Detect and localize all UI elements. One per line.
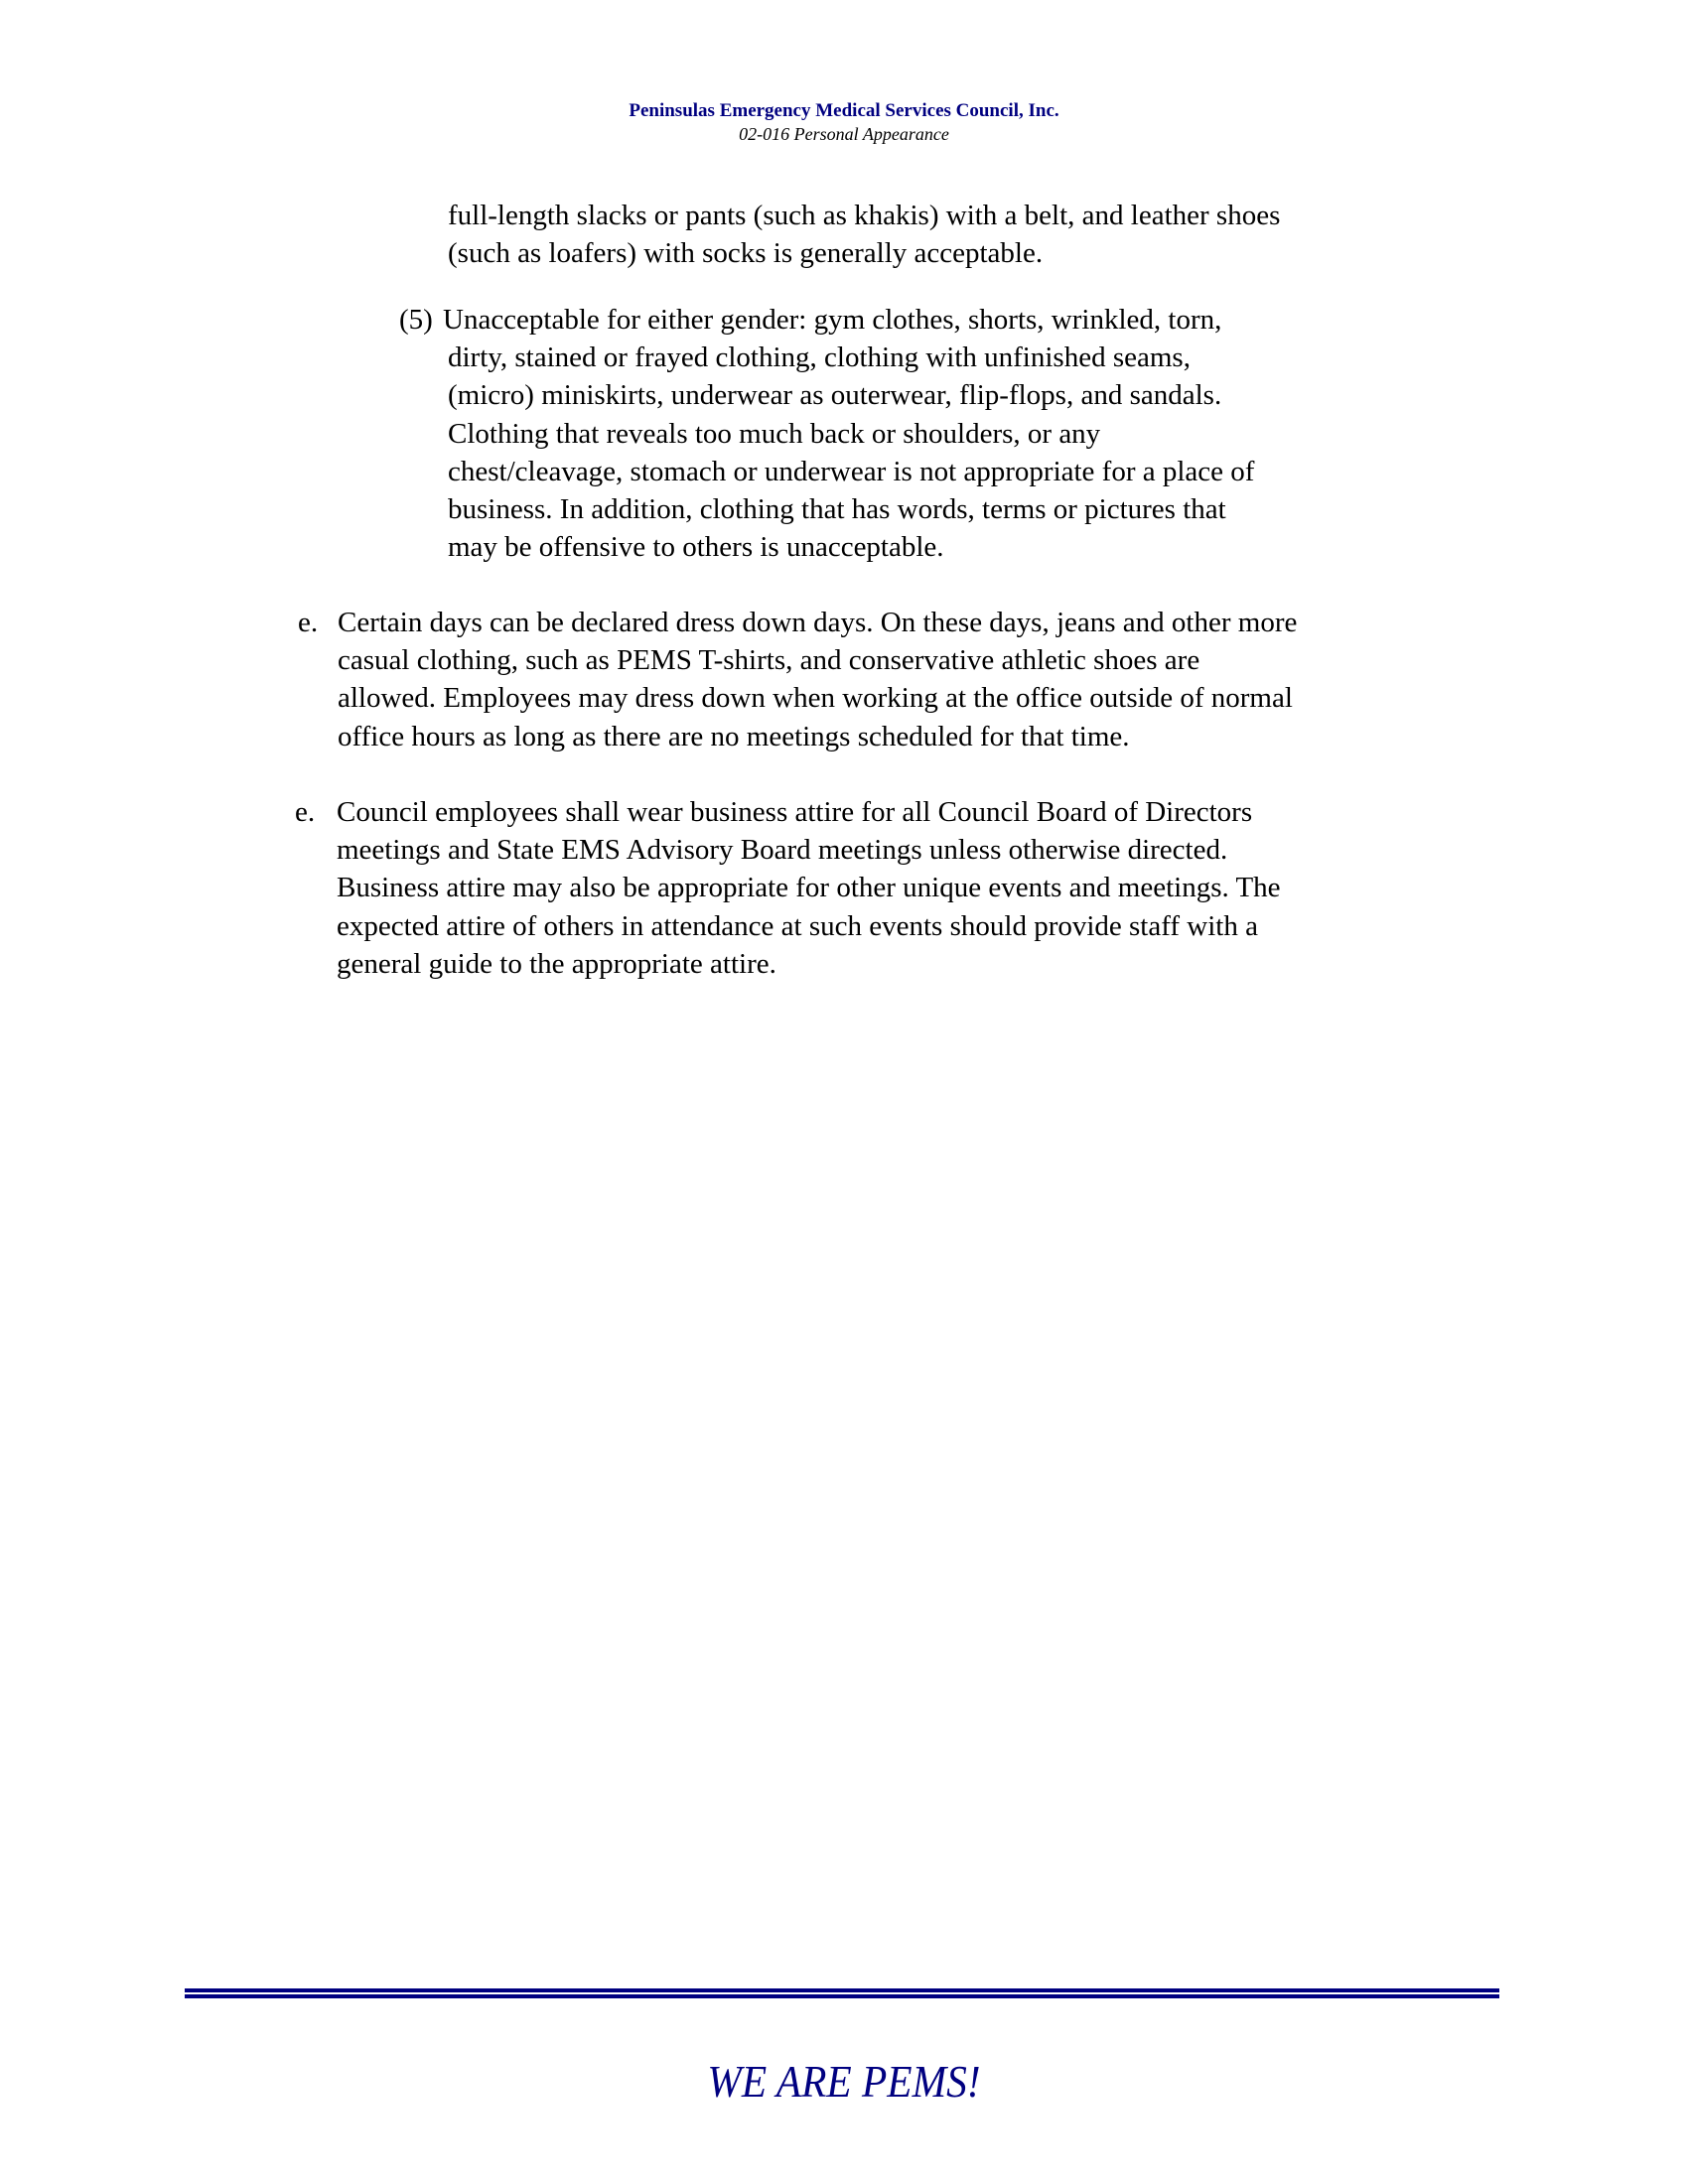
text-line: allowed. Employees may dress down when working at the office outside of normal <box>338 682 1293 715</box>
text-line: business. In addition, clothing that has words, terms or pictures that <box>448 493 1226 526</box>
continuation-paragraph <box>448 197 1280 272</box>
text-line: Unacceptable for either gender: gym clothes, shorts, wrinkled, torn, <box>443 304 1222 336</box>
footer-rule-top <box>185 1988 1499 1992</box>
text-line: office hours as long as there are no meetings scheduled for that time. <box>338 720 1130 752</box>
text-line: casual clothing, such as PEMS T-shirts, and conservative athletic shoes are <box>338 644 1200 677</box>
list-label-e: e. <box>298 607 319 638</box>
text-line: dirty, stained or frayed clothing, clothing with unfinished seams, <box>448 341 1191 374</box>
footer-slogan: WE ARE PEMS! <box>707 2056 981 2107</box>
text-line: full-length slacks or pants (such as khakis) with a belt, and leather shoes <box>448 200 1281 231</box>
text-line: may be offensive to others is unacceptable. <box>448 531 944 564</box>
text-line: Clothing that reveals too much back or shoulders, or any <box>448 417 1101 450</box>
list-item-dress-down-days <box>338 604 1297 755</box>
text-line: Business attire may also be appropriate for other unique events and meetings. The <box>337 872 1281 904</box>
text-line: expected attire of others in attendance at such events should provide staff with a <box>337 909 1258 942</box>
list-item-business-attire <box>337 793 1281 983</box>
text-line: (such as loafers) with socks is generally acceptable. <box>448 237 1044 270</box>
page-header <box>0 99 1688 145</box>
list-label-5: (5) <box>399 304 433 336</box>
text-line: Certain days can be declared dress down days. On these days, jeans and other more <box>338 607 1298 638</box>
text-line: Council employees shall wear business attire for all Council Board of Directors <box>337 796 1253 828</box>
text-line: general guide to the appropriate attire. <box>337 947 776 980</box>
document-title: 02-016 Personal Appearance <box>739 124 949 144</box>
list-item-unacceptable-clothing <box>443 301 1254 566</box>
text-line: meetings and State EMS Advisory Board meetings unless otherwise directed. <box>337 834 1228 867</box>
text-line: (micro) miniskirts, underwear as outerwear, flip-flops, and sandals. <box>448 379 1222 412</box>
organization-name: Peninsulas Emergency Medical Services Council, Inc. <box>629 100 1059 121</box>
list-label-e: e. <box>295 796 316 828</box>
footer-rule-bottom <box>185 1994 1499 1998</box>
text-line: chest/cleavage, stomach or underwear is not appropriate for a place of <box>448 455 1255 487</box>
